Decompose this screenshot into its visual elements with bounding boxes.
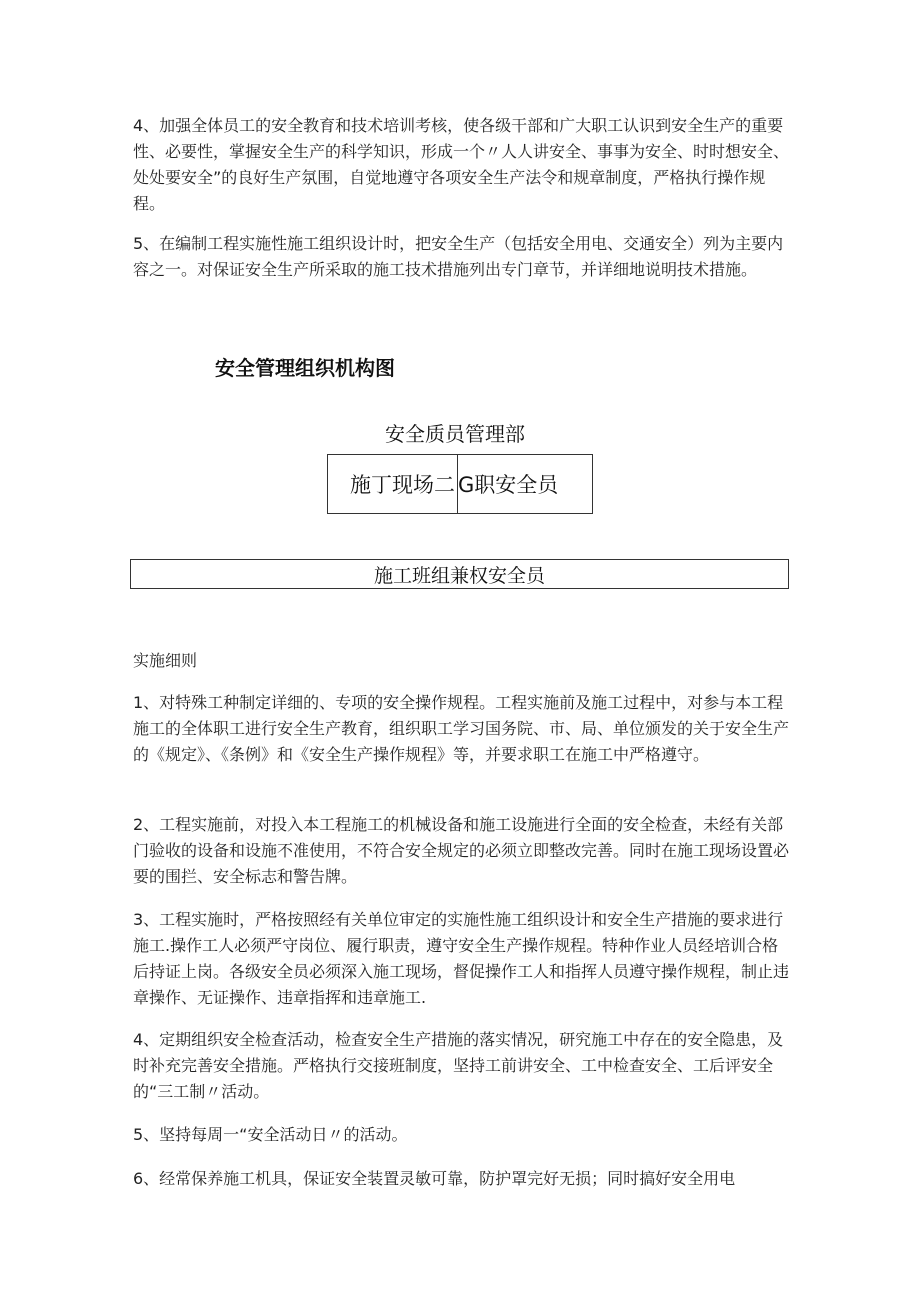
- intro-paragraph-4: 4、加强全体员工的安全教育和技术培训考核，使各级干部和广大职工认识到安全生产的重要性、必要性，掌握安全生产的科学知识，形成一个〃人人讲安全、事事为安全、时时想安全、处处要安全”的良好生产氛围，自觉地遵守各项安全生产法令和规章制度，严格执行操作规程。: [133, 116, 790, 213]
- org-chart-site-box: [327, 454, 593, 514]
- details-paragraph-5: 5、坚持每周一“安全活动日〃的活动。: [133, 1125, 408, 1144]
- details-paragraph-4: 4、定期组织安全检查活动，检查安全生产措施的落实情况，研究施工中存在的安全隐患，及时补充完善安全措施。严格执行交接班制度，坚持工前讲安全、工中检查安全、工后评安全的“三工制〃活动。: [133, 1030, 784, 1101]
- org-chart-site-right: G职安全员: [458, 473, 559, 497]
- details-paragraph-3: 3、工程实施时，严格按照经有关单位审定的实施性施工组织设计和安全生产措施的要求进行施工.操作工人必须严守岗位、履行职责，遵守安全生产操作规程。特种作业人员经培训合格后持证上岗。各级安全员必须深入施工现场，督促操作工人和指挥人员遵守操作规程，制止违章操作、无证操作、违章指挥和违章施工.: [133, 910, 790, 1007]
- org-chart-site-left: 施丁现场二: [328, 455, 458, 513]
- intro-paragraph-5: 5、在编制工程实施性施工组织设计时，把安全生产（包括安全用电、交通安全）列为主要内容之一。对保证安全生产所采取的施工技术措施列出专门章节，并详细地说明技术措施。: [133, 234, 784, 279]
- org-chart-title: 安全管理组织机构图: [215, 356, 395, 380]
- details-paragraph-6: 6、经常保养施工机具，保证安全装置灵敏可靠，防护罩完好无损；同时搞好安全用电: [133, 1169, 736, 1188]
- org-chart-team-box: 施工班组兼权安全员: [130, 559, 789, 589]
- details-paragraph-2: 2、工程实施前，对投入本工程施工的机械设备和施工设施进行全面的安全检查，未经有关部门验收的设备和设施不准使用，不符合安全规定的必须立即整改完善。同时在施工现场设置必要的围拦、安全标志和警告牌。: [133, 815, 790, 886]
- org-chart-department: 安全质员管理部: [385, 422, 525, 446]
- details-paragraph-1: 1、对特殊工种制定详细的、专项的安全操作规程。工程实施前及施工过程中，对参与本工程施工的全体职工进行安全生产教育，组织职工学习国务院、市、局、单位颁发的关于安全生产的《规定》、《条例》和《安全生产操作规程》等，并要求职工在施工中严格遵守。: [133, 693, 790, 764]
- details-heading: 实施细则: [133, 651, 198, 670]
